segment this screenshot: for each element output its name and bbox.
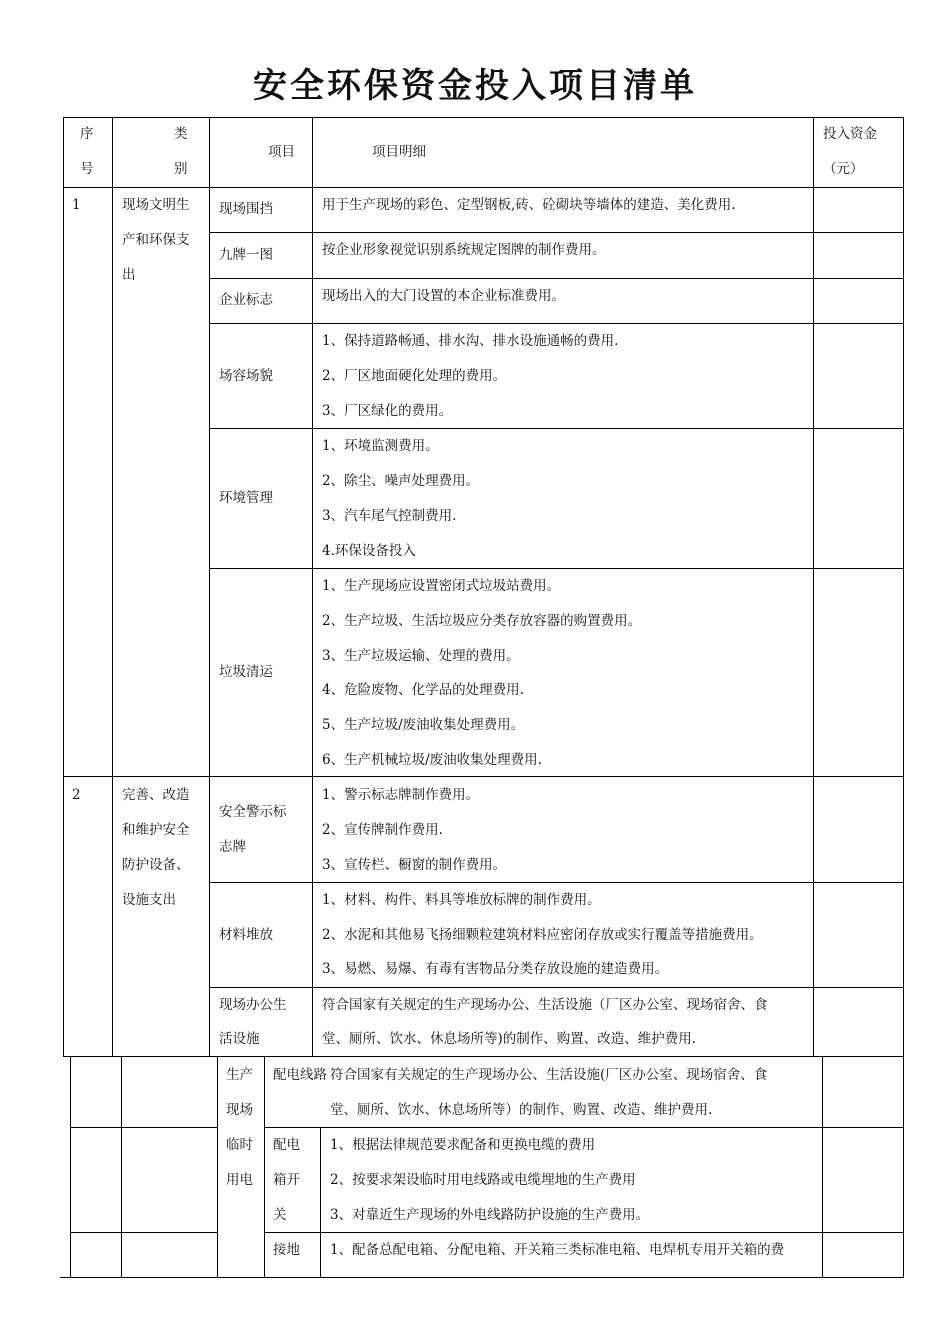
item-name: 现场围挡 xyxy=(219,201,273,217)
lower-group-label: 现场 xyxy=(226,1102,253,1118)
header-category-1: 类 xyxy=(174,126,188,142)
item-name: 安全警示标 xyxy=(219,804,287,820)
item-name: 接地 xyxy=(273,1242,300,1258)
item-name: 配电线路 xyxy=(273,1067,327,1083)
item-detail: 堂、厕所、饮水、休息场所等)的制作、购置、改造、维护费用. xyxy=(322,1031,697,1047)
item-detail: 3、生产垃圾运输、处理的费用。 xyxy=(322,648,520,664)
item-name: 配电 xyxy=(273,1137,300,1153)
section-2-seq: 2 xyxy=(72,787,81,803)
item-name: 垃圾清运 xyxy=(219,664,273,680)
section-2-category: 和维护安全 xyxy=(122,822,190,838)
item-detail: 1、根据法律规范要求配备和更换电缆的费用 xyxy=(330,1137,596,1153)
header-amount-2: （元） xyxy=(823,161,864,177)
item-detail: 2、水泥和其他易飞扬细颗粒建筑材料应密闭存放或实行覆盖等措施费用。 xyxy=(322,927,763,943)
item-detail: 用于生产现场的彩色、定型钢板,砖、砼砌块等墙体的建造、美化费用. xyxy=(322,197,736,213)
item-detail: 现场出入的大门设置的本企业标准费用。 xyxy=(322,288,565,304)
item-detail: 1、生产现场应设置密闭式垃圾站费用。 xyxy=(322,578,561,594)
item-detail: 3、宣传栏、橱窗的制作费用。 xyxy=(322,857,507,873)
item-name: 活设施 xyxy=(219,1031,260,1047)
item-detail: 3、对靠近生产现场的外电线路防护设施的生产费用。 xyxy=(330,1207,650,1223)
item-detail: 4.环保设备投入 xyxy=(322,543,416,559)
item-detail: 1、配备总配电箱、分配电箱、开关箱三类标准电箱、电焊机专用开关箱的费 xyxy=(330,1242,785,1258)
header-category-2: 别 xyxy=(174,161,188,177)
item-name: 箱开 xyxy=(273,1172,300,1188)
section-2-category: 设施支出 xyxy=(122,892,176,908)
item-detail: 1、环境监测费用。 xyxy=(322,438,439,454)
item-detail: 3、易燃、易爆、有毒有害物品分类存放设施的建造费用。 xyxy=(322,961,669,977)
lower-group-label: 生产 xyxy=(226,1067,253,1083)
lower-group-label: 用电 xyxy=(226,1172,253,1188)
section-2-category: 防护设备、 xyxy=(122,857,190,873)
item-name: 现场办公生 xyxy=(219,997,287,1013)
item-detail: 2、除尘、噪声处理费用。 xyxy=(322,473,480,489)
header-detail: 项目明细 xyxy=(372,144,426,160)
item-detail: 1、警示标志牌制作费用。 xyxy=(322,787,480,803)
item-detail: 2、生产垃圾、生活垃圾应分类存放容器的购置费用。 xyxy=(322,613,642,629)
header-amount-1: 投入资金 xyxy=(823,126,877,142)
header-seq-1: 序 xyxy=(80,126,94,142)
section-2-category: 完善、改造 xyxy=(122,787,190,803)
page-title: 安全环保资金投入项目清单 xyxy=(253,66,697,106)
item-detail: 堂、厕所、饮水、休息场所等）的制作、购置、改造、维护费用. xyxy=(330,1102,713,1118)
item-detail: 5、生产垃圾/废油收集处理费用。 xyxy=(322,717,525,733)
section-1-category: 出 xyxy=(122,267,136,283)
item-detail: 3、汽车尾气控制费用. xyxy=(322,508,457,524)
item-detail: 符合国家有关规定的生产现场办公、生活设施(厂区办公室、现场宿舍、食 xyxy=(330,1067,768,1083)
item-name: 环境管理 xyxy=(219,490,273,506)
header-item: 项目 xyxy=(268,144,295,160)
item-detail: 按企业形象视觉识别系统规定图牌的制作费用。 xyxy=(322,242,606,258)
lower-group-label: 临时 xyxy=(226,1137,253,1153)
item-name: 志牌 xyxy=(219,839,246,855)
item-name: 关 xyxy=(273,1207,287,1223)
item-name: 九牌一图 xyxy=(219,247,273,263)
item-detail: 2、宣传牌制作费用. xyxy=(322,822,443,838)
item-name: 企业标志 xyxy=(219,292,273,308)
item-detail: 1、保持道路畅通、排水沟、排水设施通畅的费用. xyxy=(322,333,619,349)
item-detail: 2、按要求架设临时用电线路或电缆埋地的生产费用 xyxy=(330,1172,636,1188)
section-1-seq: 1 xyxy=(72,197,81,213)
item-detail: 3、厂区绿化的费用。 xyxy=(322,403,453,419)
item-detail: 1、材料、构件、料具等堆放标牌的制作费用。 xyxy=(322,892,601,908)
item-name: 材料堆放 xyxy=(219,927,273,943)
item-detail: 符合国家有关规定的生产现场办公、生活设施（厂区办公室、现场宿舍、食 xyxy=(322,997,768,1013)
item-detail: 2、厂区地面硬化处理的费用。 xyxy=(322,368,507,384)
item-detail: 4、危险废物、化学品的处理费用. xyxy=(322,682,524,698)
section-1-category: 现场文明生 xyxy=(122,197,190,213)
header-seq-2: 号 xyxy=(80,161,94,177)
section-1-category: 产和环保支 xyxy=(122,232,190,248)
item-name: 场容场貌 xyxy=(219,368,273,384)
item-detail: 6、生产机械垃圾/废油收集处理费用. xyxy=(322,752,542,768)
